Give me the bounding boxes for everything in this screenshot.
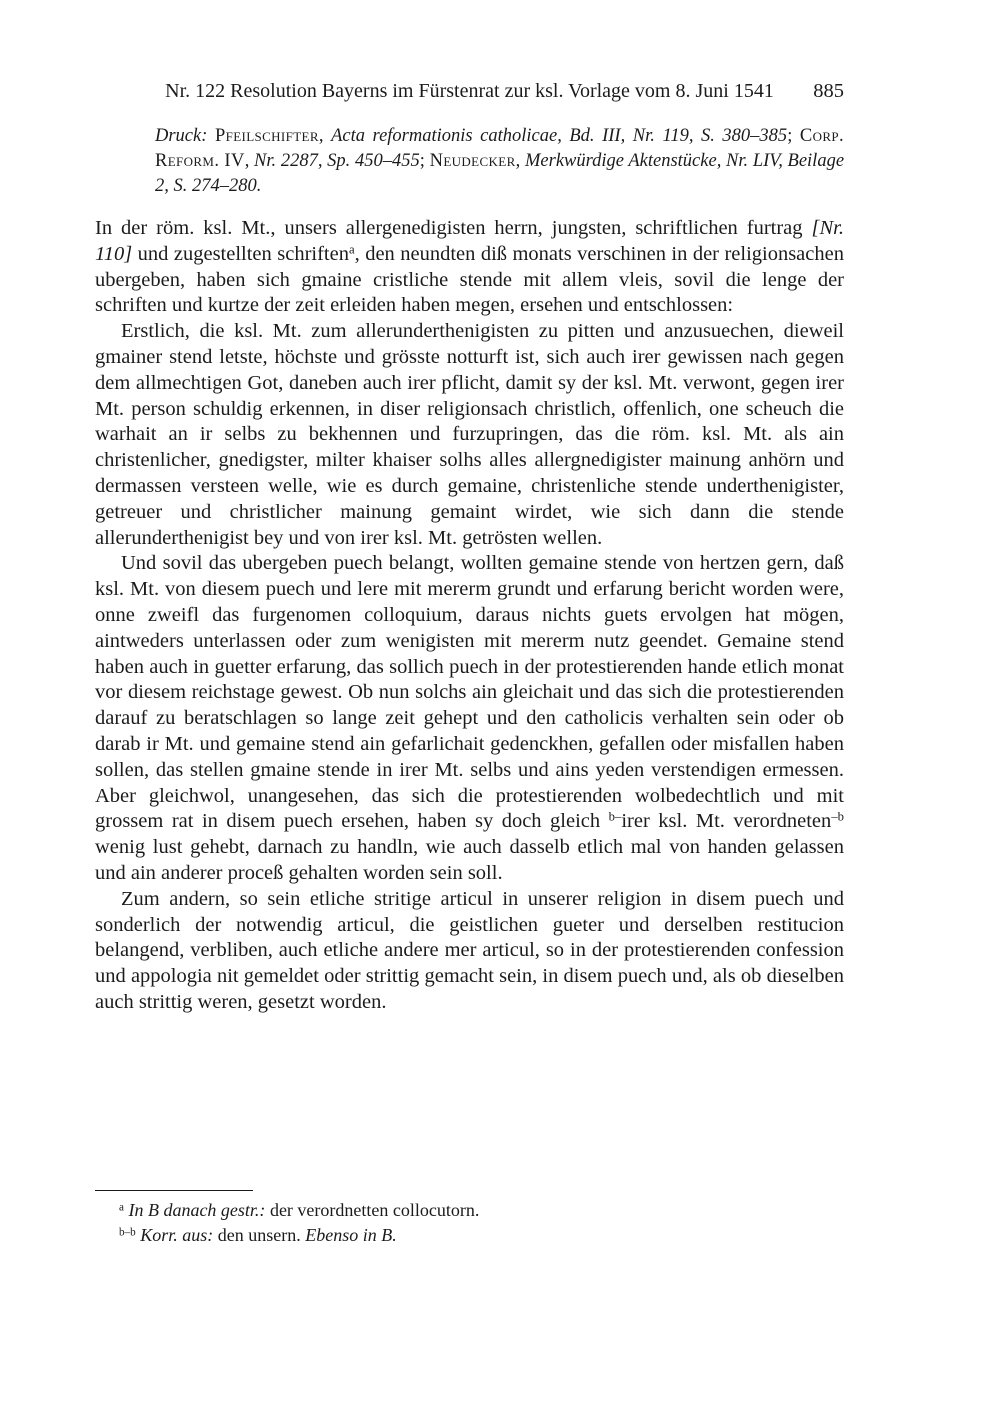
paragraph-4: Zum andern, so sein etliche stritige articul in unserer religion in disem puech und sonderlich der notwendig articul, die geistlichen gueter und derselben restitucion belangend, verbliben, auch etliche andere mer articul, so in der protestierenden confession und appologia nit gemeldet oder strittig gemacht sein, in disem puech und, als ob dieselben auch strittig weren, gesetzt worden. — [95, 887, 844, 1013]
page-number: 885 — [813, 80, 844, 102]
citation-block: Druck: Pfeilschifter, Acta reformationis catholicae, Bd. III, Nr. 119, S. 380–385; Corp. Reform. IV, Nr. 2287, Sp. 450–455; Neudecker, Merkwürdige Aktenstücke, Nr. LIV, Beilage 2, S. 274–280. — [155, 126, 845, 196]
paragraph-3: Und sovil das ubergeben puech belangt, wollten gemaine stende von hertzen gern, daß ksl. Mt. von diesem puech und lere mit mererm grundt und erfarung bericht worden were, onne zweifl das furgenomen colloquium, daraus nichts guets ervolgen hat mögen, aintweders unterlassen oder zum wenigisten mit mererm nutz geendet. Gemaine stend haben auch in guetter erfarung, das sollich puech in der protestierenden hande etlich monat vor diesem reichstage gewest. Ob nun solchs ain gleichait und das sich die protestierenden darauf zu beratschlagen so lange zeit gehept und den catholicis verhalten sein oder ob darab ir Mt. und gemaine stend ain gefarlichait gedenckhen, gefallen oder misfallen haben sollen, das stellen gmaine stende in irer Mt. selbs und ains yeden verstendigen ermessen. Aber gleichwol, unangesehen, das sich die protestierenden wolbedechtlich und mit grossem rat in disem puech ersehen, haben sy doch gleich $^{b-}$irer ksl. Mt. verordneten$^{-b}$ wenig lust gehebt, darnach zu handln, wie auch dasselb etlich mal von handen gelassen und ain anderer proceß gehalten worden sein soll. — [95, 552, 844, 884]
footnote-b: $^{b-b}$ Korr. aus: den unsern. Ebenso in B. — [119, 1225, 397, 1245]
running-head — [95, 78, 844, 104]
body-text — [95, 216, 844, 1016]
footnotes-section — [95, 1190, 844, 1248]
header-title: Nr. 122 Resolution Bayerns im Fürstenrat zur ksl. Vorlage vom 8. Juni 1541 — [165, 80, 774, 102]
footnote-separator-rule — [95, 1190, 253, 1191]
paragraph-2: Erstlich, die ksl. Mt. zum allerunderthenigisten zu pitten und anzusuechen, dieweil gmainer stend letste, höchste und grösste notturft ist, sich auch irer gewissen nach gegen dem allmechtigen Got, daneben auch irer pflicht, damit sy der ksl. Mt. verwont, gegen irer Mt. person schuldig erkennen, in diser religionsach christlich, offenlich, one scheuch die warhait an ir selbs zu bekhennen und furzupringen, das die röm. ksl. Mt. als ain christenlicher, gnedigster, milter khaiser solhs alles allergnedigister mainung anhörn und dermassen versteen welle, wie es durch gemaine, christenliche stende underthenigister, getreuer und christlicher mainung gemaint wirdet, wie sich dann die stende allerunderthenigist bey und von irer ksl. Mt. getrösten wellen. — [95, 320, 844, 549]
text-block — [95, 78, 844, 1016]
footnote-a: $^a$ In B danach gestr.: der verordnetten collocutorn. — [119, 1200, 480, 1220]
paragraph-1: In der röm. ksl. Mt., unsers allergenedigisten herrn, jungsten, schriftlichen furtrag [Nr. 110] und zugestellten schriften$^a$, den neundten diß monats verschinen in der religionsachen ubergeben, haben sich gmaine cristliche stende mit allem vleis, sovil die lenge der schriften und kurtze der zeit erleiden haben megen, ersehen und entschlossen: — [95, 217, 844, 317]
